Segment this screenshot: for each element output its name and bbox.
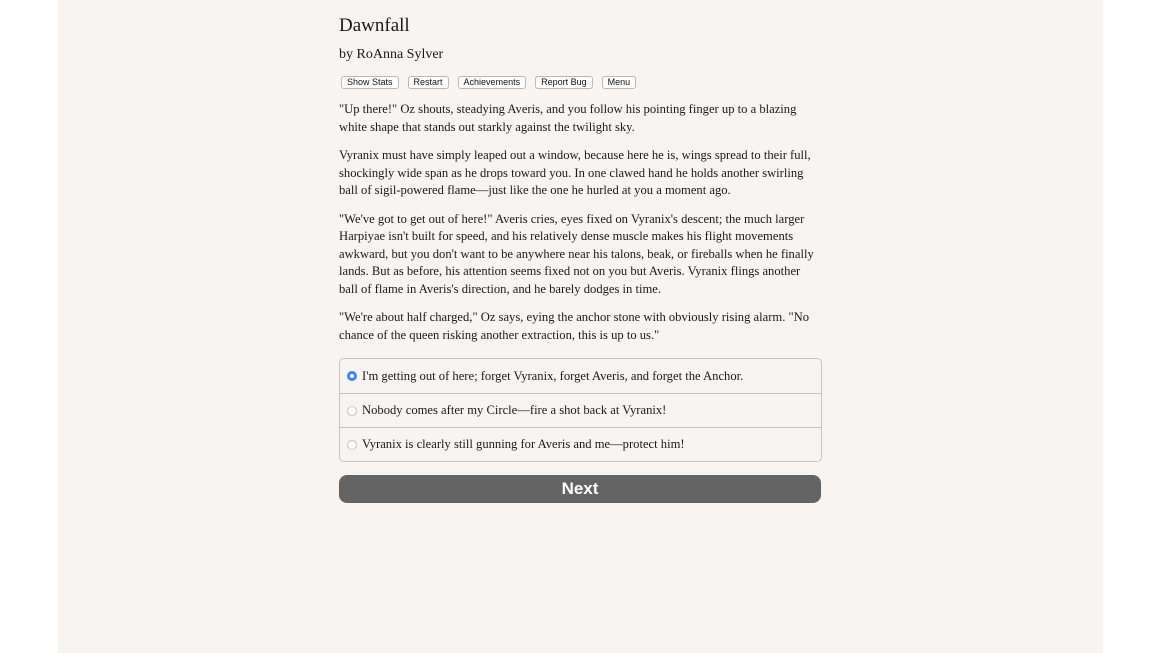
choice-option-1[interactable] bbox=[340, 359, 821, 393]
choice-option-3[interactable] bbox=[340, 427, 821, 461]
toolbar bbox=[341, 76, 636, 89]
next-button[interactable]: Next bbox=[339, 475, 821, 503]
radio-button-icon[interactable] bbox=[347, 406, 357, 416]
game-title: Dawnfall bbox=[339, 15, 410, 36]
radio-button-icon[interactable] bbox=[347, 440, 357, 450]
restart-button[interactable]: Restart bbox=[408, 76, 449, 89]
choice-label: Nobody comes after my Circle—fire a shot back at Vyranix! bbox=[362, 403, 667, 417]
story-paragraph: "Up there!" Oz shouts, steadying Averis, and you follow his pointing finger up to a blazing white shape that stands out starkly against the twilight sky. bbox=[339, 102, 797, 134]
choice-label: Vyranix is clearly still gunning for Averis and me—protect him! bbox=[362, 437, 685, 451]
menu-button[interactable]: Menu bbox=[602, 76, 637, 89]
achievements-button[interactable]: Achievements bbox=[458, 76, 527, 89]
choice-label: I'm getting out of here; forget Vyranix, forget Averis, and forget the Anchor. bbox=[362, 368, 744, 383]
report-bug-button[interactable]: Report Bug bbox=[535, 76, 593, 89]
story-paragraph: "We're about half charged," Oz says, eying the anchor stone with obviously rising alarm. "No chance of the queen risking another extraction, this is up to us." bbox=[339, 310, 810, 342]
choice-option-2[interactable] bbox=[340, 393, 821, 427]
story-paragraph: Vyranix must have simply leaped out a window, because here he is, wings spread to their full, shockingly wide span as he drops toward you. In one clawed hand he holds another swirling ball of sigil-powered flame—just like the one he hurled at you a moment ago. bbox=[339, 148, 811, 197]
radio-button-icon[interactable] bbox=[347, 371, 357, 381]
choice-list bbox=[339, 358, 822, 462]
story-text bbox=[339, 101, 822, 355]
story-paragraph: "We've got to get out of here!" Averis cries, eyes fixed on Vyranix's descent; the much larger Harpiyae isn't built for speed, and his relatively dense muscle makes his flight movements awkward, but you don't want to be anywhere near his talons, beak, or fireballs when he finally lands. But as before, his attention seems fixed not on you but Averis. Vyranix flings another ball of flame in Averis's direction, and he barely dodges in time. bbox=[339, 211, 814, 296]
game-author: by RoAnna Sylver bbox=[339, 47, 444, 62]
show-stats-button[interactable]: Show Stats bbox=[341, 76, 399, 89]
